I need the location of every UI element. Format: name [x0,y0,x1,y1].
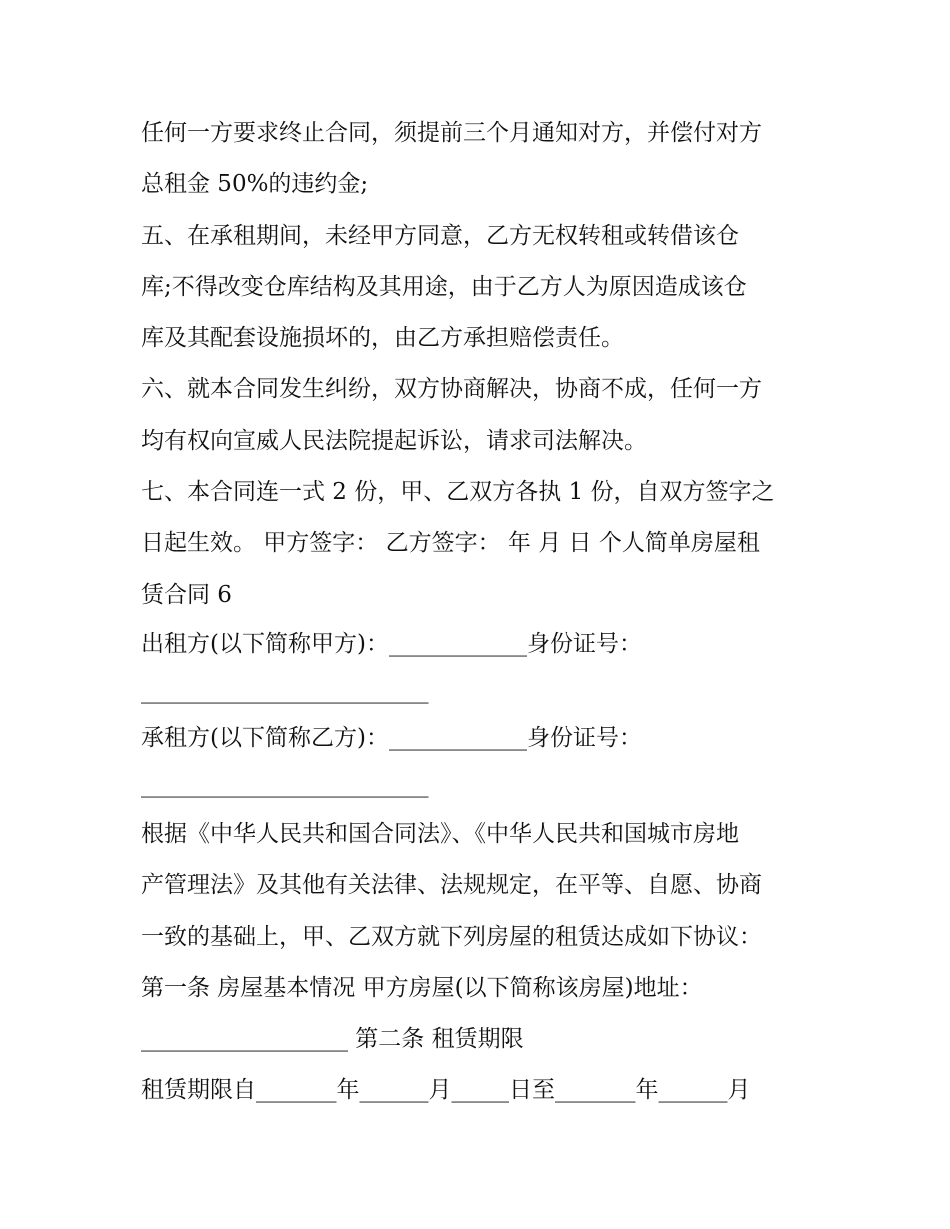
text-line-20: 租赁期限自_______年______月_____日至_______年______月 [141,1077,751,1104]
lessee-line: 承租方(以下简称乙方)：____________身份证号： [141,724,642,751]
text-line-4: 库;不得改变仓库结构及其用途，由于乙方人为原因造成该仓 [141,273,747,300]
text-line-15: 根据《中华人民共和国合同法》、《中华人民共和国城市房地 [141,820,739,847]
text-line-3: 五、在承租期间，未经甲方同意，乙方无权转租或转借该仓 [141,222,739,249]
text-line-6: 六、就本合同发生纠纷，双方协商解决，协商不成，任何一方 [141,376,762,403]
text-line-18: 第一条 房屋基本情况 甲方房屋(以下简称该房屋)地址： [141,974,703,1001]
text-line-8: 七、本合同连一式 2 份，甲、乙双方各执 1 份，自双方签字之 [141,479,775,506]
text-line-16: 产管理法》及其他有关法律、法规规定，在平等、自愿、协商 [141,872,762,899]
lessor-id-blank: _________________________ [141,677,429,704]
text-line-5: 库及其配套设施损坏的，由乙方承担赔偿责任。 [141,325,624,352]
text-line-19: __________________ 第二条 租赁期限 [141,1026,524,1053]
lessee-id-blank: _________________________ [141,771,429,798]
text-line-9: 日起生效。 甲方签字： 乙方签字： 年 月 日 个人简单房屋租 [141,530,760,557]
text-line-2: 总租金 50%的违约金; [141,171,369,198]
contract-text [141,108,821,1117]
text-line-10: 赁合同 6 [141,581,232,608]
text-line-7: 均有权向宣威人民法院提起诉讼，请求司法解决。 [141,427,647,454]
text-line-17: 一致的基础上，甲、乙双方就下列房屋的租赁达成如下协议： [141,923,762,950]
text-line-1: 任何一方要求终止合同，须提前三个月通知对方，并偿付对方 [141,120,762,146]
lessor-line: 出租方(以下简称甲方)：____________身份证号： [141,630,642,657]
